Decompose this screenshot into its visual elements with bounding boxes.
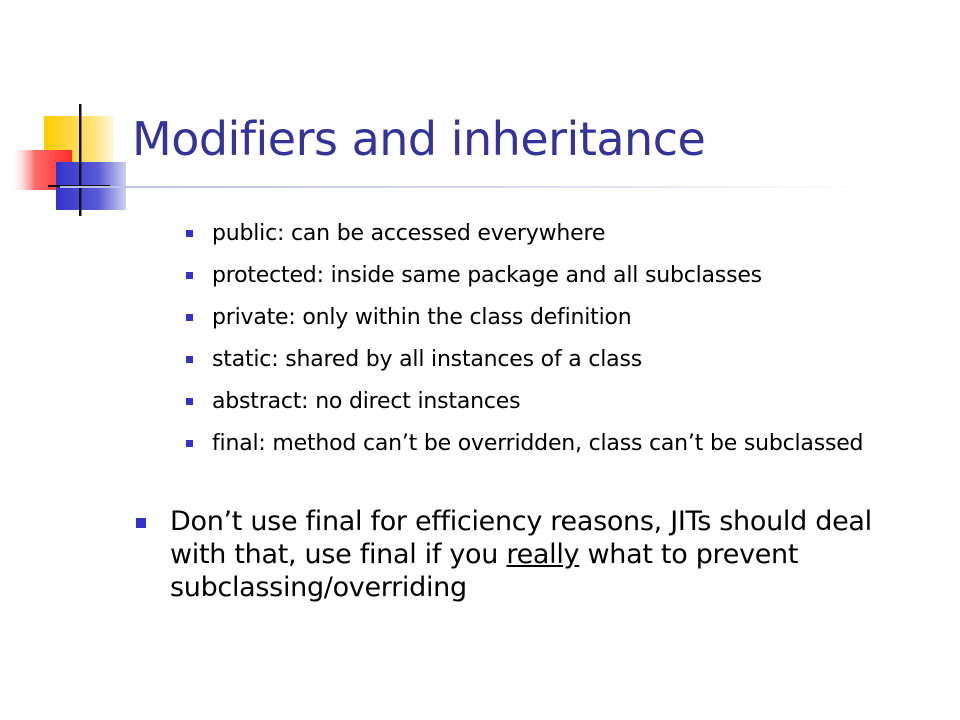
- square-bullet-icon: [186, 440, 193, 447]
- sub-bullet-text: protected: inside same package and all subclasses: [212, 263, 762, 288]
- slide-title: Modifiers and inheritance: [132, 112, 706, 166]
- sub-bullet-text: private: only within the class definition: [212, 305, 632, 330]
- square-bullet-icon: [186, 356, 193, 363]
- sub-bullet-item: [186, 262, 926, 290]
- main-bullet-text-after: what to prevent subclassing/overriding: [170, 539, 799, 603]
- square-bullet-icon: [186, 230, 193, 237]
- main-bullet-text-before: Don’t use final for efficiency reasons, JITs should deal with that, use final if you: [170, 506, 872, 570]
- sub-bullet-item: [186, 430, 926, 458]
- square-bullet-icon: [186, 314, 193, 321]
- sub-bullet-text: final: method can’t be overridden, class can’t be subclassed: [212, 431, 864, 456]
- sub-bullet-item: [186, 304, 926, 332]
- square-bullet-icon: [186, 398, 193, 405]
- sub-bullet-item: [186, 388, 926, 416]
- colored-squares-logo-icon: [10, 100, 135, 220]
- sub-bullet-list: [186, 220, 926, 472]
- sub-bullet-text: static: shared by all instances of a class: [212, 347, 642, 372]
- main-bullet-emphasis: really: [506, 539, 580, 570]
- sub-bullet-text: public: can be accessed everywhere: [212, 221, 606, 246]
- sub-bullet-item: [186, 220, 926, 248]
- main-bullet-list: [136, 505, 926, 604]
- sub-bullet-item: [186, 346, 926, 374]
- square-bullet-icon: [136, 518, 146, 528]
- square-bullet-icon: [186, 272, 193, 279]
- title-divider: [60, 186, 870, 188]
- main-bullet-item: [136, 505, 926, 604]
- sub-bullet-text: abstract: no direct instances: [212, 389, 521, 414]
